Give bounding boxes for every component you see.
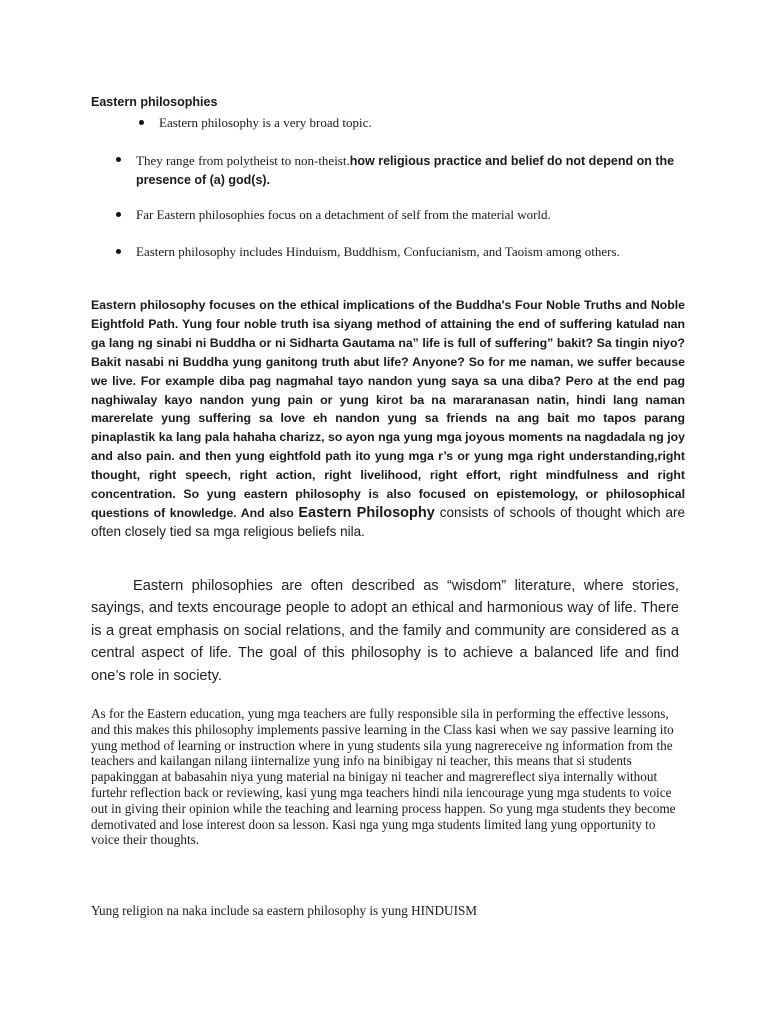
bullet-dot-icon <box>116 249 121 254</box>
paragraph-tail: consists of schools of thought which are often closely tied sa mga religious beliefs nila. <box>91 504 685 539</box>
bullet-dot-icon <box>116 157 121 162</box>
paragraph-four-noble-truths <box>91 296 685 542</box>
paragraph-emphasis: Eastern Philosophy <box>298 504 435 521</box>
bullet-item: Far Eastern philosophies focus on a detachment of self from the material world. <box>136 207 551 222</box>
bullet-item-rest: how religious practice and belief do not depend on the presence of (a) god(s). <box>136 154 675 187</box>
bullet-item-prefix: They range from polytheist to non-theist. <box>136 153 350 168</box>
bullet-dot-icon <box>139 120 144 125</box>
bullet-dot-icon <box>116 212 121 217</box>
paragraph-body: Eastern philosophy focuses on the ethical implications of the Buddha's Four Noble Truths and Noble Eightfold Path. Yung four noble truth isa siyang method of attaining the end of suffering katulad nan ga lang ng sinabi ni Buddha or ni Sidharta Gautama na” life is full of suffering” bakit? Sa tingin niyo? Bakit nasabi ni Buddha yung ganitong truth abut life? Anyone? So for me naman, we suffer because we live. For example diba pag nagmahal tayo nandon yung saya sa una diba? Pero at the end pag naghiwalay kayo nandon yung pain or yung kirot ba na mararanasan natin, hindi lang naman marerelate yung suffering sa love eh nandon yung sa friends na ang bait mo tapos parang pinaplastik ka lang pala hahaha charizz, so ayon nga yung mga joyous moments na nagdadala ng joy and also pain. and then yung eightfold path ito yung mga r’s or yung mga right understanding,right thought, right speech, right action, right livelihood, right effort, right mindfulness and right concentration. So yung eastern philosophy is also focused on epistemology, or philosophical questions of knowledge. And also <box>91 298 685 520</box>
paragraph-eastern-education: As for the Eastern education, yung mga teachers are fully responsible sila in performing the effective lessons, and this makes this philosophy implements passive learning in the Class kasi when we say passive learning ito yung method of learning or instruction where in yung students sila yung nagrereceive ng information from the teachers and kailangan nilang iinternalize yung info na binibigay ni teacher, this means that si students papakinggan at babasahin niya yung material na binigay ni teacher and magrereflect siya internally without furtehr reflection back or reviewing, kasi yung mga teachers hindi nila iencourage yung mga students to voice out in giving their opinion while the teaching and learning process happen. So yung mga students they become demotivated and lose interest doon sa lesson. Kasi nga yung mga students limited lang yung opportunity to voice their thoughts. <box>91 706 676 848</box>
bullet-item: Eastern philosophy includes Hinduism, Buddhism, Confucianism, and Taoism among others. <box>136 244 620 259</box>
document-heading: Eastern philosophies <box>91 95 218 109</box>
bullet-item: Eastern philosophy is a very broad topic. <box>159 115 372 130</box>
paragraph-hinduism: Yung religion na naka include sa eastern philosophy is yung HINDUISM <box>91 903 478 918</box>
paragraph-wisdom-literature: Eastern philosophies are often described as “wisdom” literature, where stories, sayings, and texts encourage people to adopt an ethical and harmonious way of life. There is a great emphasis on social relations, and the family and community are considered as a central aspect of life. The goal of this philosophy is to achieve a balanced life and find one’s role in society. <box>91 578 679 684</box>
bullet-item <box>136 151 716 190</box>
